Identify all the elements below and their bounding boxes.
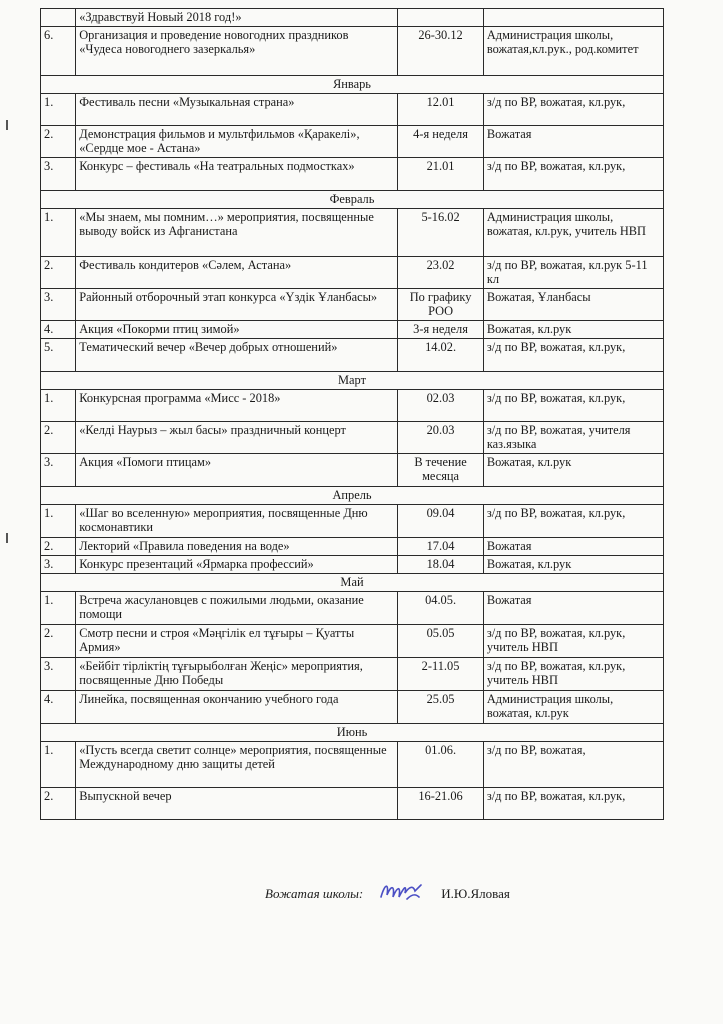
table-row xyxy=(41,454,664,487)
responsible: з/д по ВР, вожатая, учителя каз.языка xyxy=(483,422,663,454)
event-name: Встреча жасулановцев с пожилыми людьми, оказание помощи xyxy=(76,592,398,625)
responsible: з/д по ВР, вожатая, кл.рук, xyxy=(483,339,663,372)
event-date: 2-11.05 xyxy=(398,658,484,691)
month-header-row xyxy=(41,191,664,209)
event-name: Акция «Помоги птицам» xyxy=(76,454,398,487)
event-date: 25.05 xyxy=(398,691,484,724)
table-row xyxy=(41,658,664,691)
row-number: 6. xyxy=(41,27,76,76)
month-header-row xyxy=(41,724,664,742)
table-row xyxy=(41,592,664,625)
table-row xyxy=(41,625,664,658)
margin-mark xyxy=(6,533,8,543)
table-row xyxy=(41,691,664,724)
margin-mark xyxy=(6,120,8,130)
month-label: Январь xyxy=(41,76,664,94)
event-name: Акция «Покорми птиц зимой» xyxy=(76,321,398,339)
event-name: Демонстрация фильмов и мультфильмов «Қаракелі», «Сердце мое - Астана» xyxy=(76,126,398,158)
responsible: з/д по ВР, вожатая, кл.рук, xyxy=(483,94,663,126)
responsible: з/д по ВР, вожатая, кл.рук, xyxy=(483,788,663,820)
row-number: 1. xyxy=(41,592,76,625)
row-number: 3. xyxy=(41,289,76,321)
responsible: Вожатая xyxy=(483,592,663,625)
event-name: Конкурсная программа «Мисс - 2018» xyxy=(76,390,398,422)
table-row xyxy=(41,422,664,454)
table-row xyxy=(41,788,664,820)
table-row xyxy=(41,257,664,289)
row-number: 2. xyxy=(41,257,76,289)
table-row xyxy=(41,94,664,126)
event-date: 5-16.02 xyxy=(398,209,484,257)
row-number: 2. xyxy=(41,126,76,158)
event-name: «Здравствуй Новый 2018 год!» xyxy=(76,9,398,27)
month-header-row xyxy=(41,76,664,94)
row-number: 3. xyxy=(41,658,76,691)
month-label: Май xyxy=(41,574,664,592)
row-number: 3. xyxy=(41,454,76,487)
table-row xyxy=(41,556,664,574)
responsible: з/д по ВР, вожатая, кл.рук, учитель НВП xyxy=(483,625,663,658)
event-name: Конкурс презентаций «Ярмарка профессий» xyxy=(76,556,398,574)
row-number: 2. xyxy=(41,538,76,556)
table-row xyxy=(41,27,664,76)
signature-label: Вожатая школы: xyxy=(265,886,364,901)
event-date: 16-21.06 xyxy=(398,788,484,820)
event-name: Фестиваль кондитеров «Сәлем, Астана» xyxy=(76,257,398,289)
event-name: «Келді Наурыз – жыл басы» праздничный концерт xyxy=(76,422,398,454)
responsible: Вожатая xyxy=(483,126,663,158)
row-number: 3. xyxy=(41,556,76,574)
row-number: 1. xyxy=(41,742,76,788)
event-date: 17.04 xyxy=(398,538,484,556)
event-name: Конкурс – фестиваль «На театральных подмостках» xyxy=(76,158,398,191)
event-date: 05.05 xyxy=(398,625,484,658)
responsible: з/д по ВР, вожатая, кл.рук, xyxy=(483,158,663,191)
responsible: з/д по ВР, вожатая, xyxy=(483,742,663,788)
event-date: 12.01 xyxy=(398,94,484,126)
event-date: 09.04 xyxy=(398,505,484,538)
event-name: «Бейбіт тірліктің тұғырыболған Жеңіс» мероприятия, посвященные Дню Победы xyxy=(76,658,398,691)
row-number: 1. xyxy=(41,390,76,422)
event-name: «Шаг во вселенную» мероприятия, посвященные Дню космонавтики xyxy=(76,505,398,538)
responsible: Вожатая, кл.рук xyxy=(483,454,663,487)
responsible: з/д по ВР, вожатая, кл.рук, xyxy=(483,505,663,538)
event-date xyxy=(398,9,484,27)
month-label: Апрель xyxy=(41,487,664,505)
table-row xyxy=(41,538,664,556)
month-label: Март xyxy=(41,372,664,390)
event-date: 02.03 xyxy=(398,390,484,422)
event-date: 23.02 xyxy=(398,257,484,289)
event-name: «Пусть всегда светит солнце» мероприятия, посвященные Международному дню защиты детей xyxy=(76,742,398,788)
responsible: Вожатая, кл.рук xyxy=(483,556,663,574)
responsible: Вожатая, Ұланбасы xyxy=(483,289,663,321)
event-name: Фестиваль песни «Музыкальная страна» xyxy=(76,94,398,126)
table-body xyxy=(41,9,664,820)
row-number: 2. xyxy=(41,422,76,454)
table-row xyxy=(41,289,664,321)
event-date: 3-я неделя xyxy=(398,321,484,339)
row-number: 1. xyxy=(41,505,76,538)
responsible: Вожатая xyxy=(483,538,663,556)
event-name: Районный отборочный этап конкурса «Үздік Ұланбасы» xyxy=(76,289,398,321)
row-number: 1. xyxy=(41,209,76,257)
table-row xyxy=(41,126,664,158)
event-name: Линейка, посвященная окончанию учебного года xyxy=(76,691,398,724)
event-date: 14.02. xyxy=(398,339,484,372)
event-name: Смотр песни и строя «Мәңгілік ел тұғыры – Қуатты Армия» xyxy=(76,625,398,658)
table-row xyxy=(41,158,664,191)
event-date: 18.04 xyxy=(398,556,484,574)
month-label: Июнь xyxy=(41,724,664,742)
row-number xyxy=(41,9,76,27)
event-date: По графику РОО xyxy=(398,289,484,321)
row-number: 1. xyxy=(41,94,76,126)
event-name: Выпускной вечер xyxy=(76,788,398,820)
event-name: Лекторий «Правила поведения на воде» xyxy=(76,538,398,556)
responsible: з/д по ВР, вожатая, кл.рук, xyxy=(483,390,663,422)
table-row xyxy=(41,9,664,27)
event-date: 21.01 xyxy=(398,158,484,191)
responsible: з/д по ВР, вожатая, кл.рук 5-11 кл xyxy=(483,257,663,289)
table-row xyxy=(41,339,664,372)
row-number: 2. xyxy=(41,625,76,658)
event-name: «Мы знаем, мы помним…» мероприятия, посвященные выводу войск из Афганистана xyxy=(76,209,398,257)
responsible: з/д по ВР, вожатая, кл.рук, учитель НВП xyxy=(483,658,663,691)
responsible: Администрация школы, вожатая, кл.рук xyxy=(483,691,663,724)
event-name: Тематический вечер «Вечер добрых отношений» xyxy=(76,339,398,372)
responsible: Администрация школы, вожатая,кл.рук., род.комитет xyxy=(483,27,663,76)
row-number: 2. xyxy=(41,788,76,820)
table-row xyxy=(41,505,664,538)
handwritten-signature xyxy=(377,879,425,909)
table-row xyxy=(41,321,664,339)
table-row xyxy=(41,209,664,257)
row-number: 3. xyxy=(41,158,76,191)
event-date: 04.05. xyxy=(398,592,484,625)
row-number: 4. xyxy=(41,691,76,724)
table-row xyxy=(41,390,664,422)
signatory-name: И.Ю.Яловая xyxy=(441,886,510,901)
events-plan-table xyxy=(40,8,664,820)
event-date: 26-30.12 xyxy=(398,27,484,76)
row-number: 4. xyxy=(41,321,76,339)
event-date: 01.06. xyxy=(398,742,484,788)
month-label: Февраль xyxy=(41,191,664,209)
event-name: Организация и проведение новогодних праздников «Чудеса новогоднего зазеркалья» xyxy=(76,27,398,76)
event-date: 20.03 xyxy=(398,422,484,454)
table-row xyxy=(41,742,664,788)
month-header-row xyxy=(41,487,664,505)
responsible: Вожатая, кл.рук xyxy=(483,321,663,339)
month-header-row xyxy=(41,372,664,390)
event-date: В течение месяца xyxy=(398,454,484,487)
responsible: Администрация школы, вожатая, кл.рук, учитель НВП xyxy=(483,209,663,257)
signature-line xyxy=(265,879,510,909)
event-date: 4-я неделя xyxy=(398,126,484,158)
responsible xyxy=(483,9,663,27)
row-number: 5. xyxy=(41,339,76,372)
month-header-row xyxy=(41,574,664,592)
